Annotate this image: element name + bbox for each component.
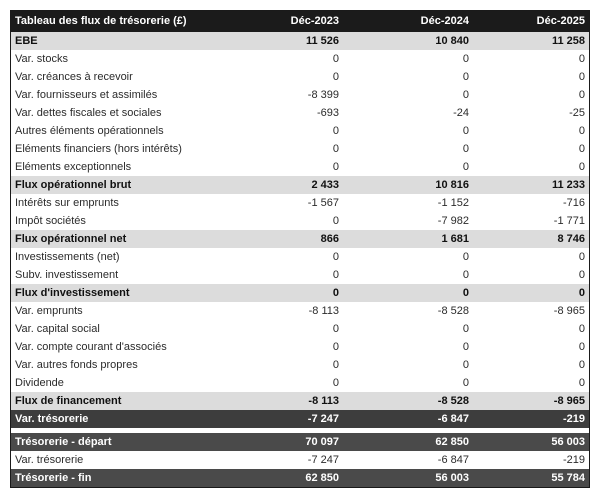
row-value: 0 bbox=[332, 359, 339, 371]
row-value: 55 784 bbox=[473, 469, 589, 487]
row-value: 0 bbox=[578, 53, 585, 65]
row-value: 0 bbox=[578, 269, 585, 281]
table-row bbox=[11, 266, 589, 284]
table-row bbox=[11, 50, 589, 68]
row-value: 0 bbox=[332, 251, 339, 263]
row-label: Eléments exceptionnels bbox=[15, 161, 132, 173]
row-value: -716 bbox=[562, 197, 585, 209]
row-value: 0 bbox=[332, 341, 339, 353]
row-value: 0 bbox=[578, 71, 585, 83]
row-value: -1 152 bbox=[437, 197, 469, 209]
row-value: 11 258 bbox=[473, 32, 589, 50]
row-value: -219 bbox=[473, 410, 589, 428]
row-value: 11 233 bbox=[473, 176, 589, 194]
row-value: 1 681 bbox=[343, 230, 473, 248]
row-label: Eléments financiers (hors intérêts) bbox=[15, 143, 182, 155]
row-value: 62 850 bbox=[343, 433, 473, 451]
row-label: Var. compte courant d'associés bbox=[15, 341, 167, 353]
table-row bbox=[11, 194, 589, 212]
row-value: -8 113 bbox=[239, 392, 343, 410]
table-row bbox=[11, 469, 589, 487]
row-value: -8 965 bbox=[473, 392, 589, 410]
table-row bbox=[11, 356, 589, 374]
row-value: 0 bbox=[239, 284, 343, 302]
row-value: -7 247 bbox=[239, 410, 343, 428]
cash-flow-table-frame bbox=[10, 10, 590, 488]
row-value: 0 bbox=[462, 341, 469, 353]
row-label: Var. dettes fiscales et sociales bbox=[15, 107, 162, 119]
row-label: Flux opérationnel net bbox=[11, 230, 239, 248]
row-value: 0 bbox=[578, 125, 585, 137]
row-label: Trésorerie - départ bbox=[11, 433, 239, 451]
row-value: 0 bbox=[462, 269, 469, 281]
row-value: -24 bbox=[453, 107, 469, 119]
row-value: -6 847 bbox=[343, 410, 473, 428]
row-value: 56 003 bbox=[343, 469, 473, 487]
table-row bbox=[11, 302, 589, 320]
row-label: Trésorerie - fin bbox=[11, 469, 239, 487]
row-label: Flux opérationnel brut bbox=[11, 176, 239, 194]
row-value: 0 bbox=[332, 125, 339, 137]
row-value: -8 399 bbox=[307, 89, 339, 101]
row-value: 0 bbox=[462, 323, 469, 335]
table-row bbox=[11, 248, 589, 266]
row-label: EBE bbox=[11, 32, 239, 50]
table-row bbox=[11, 338, 589, 356]
row-label: Var. trésorerie bbox=[15, 454, 84, 466]
row-value: 0 bbox=[578, 89, 585, 101]
row-value: 0 bbox=[462, 143, 469, 155]
row-value: -8 528 bbox=[343, 392, 473, 410]
table-row bbox=[11, 392, 589, 410]
table-row bbox=[11, 104, 589, 122]
row-label: Var. autres fonds propres bbox=[15, 359, 138, 371]
row-value: 11 526 bbox=[239, 32, 343, 50]
row-label: Flux de financement bbox=[11, 392, 239, 410]
row-value: 0 bbox=[332, 53, 339, 65]
row-value: -8 528 bbox=[437, 305, 469, 317]
table-row bbox=[11, 230, 589, 248]
row-value: 0 bbox=[462, 251, 469, 263]
table-row bbox=[11, 158, 589, 176]
row-value: 0 bbox=[578, 377, 585, 389]
row-value: 0 bbox=[578, 341, 585, 353]
row-value: -219 bbox=[562, 454, 585, 466]
row-value: -693 bbox=[316, 107, 339, 119]
row-value: 70 097 bbox=[239, 433, 343, 451]
row-label: Var. stocks bbox=[15, 53, 68, 65]
row-value: -8 113 bbox=[308, 305, 339, 317]
row-label: Flux d'investissement bbox=[11, 284, 239, 302]
row-value: 0 bbox=[578, 323, 585, 335]
table-row bbox=[11, 320, 589, 338]
row-value: 62 850 bbox=[239, 469, 343, 487]
row-label: Var. créances à recevoir bbox=[15, 71, 133, 83]
table-row bbox=[11, 68, 589, 86]
row-label: Investissements (net) bbox=[15, 251, 120, 263]
row-value: 0 bbox=[578, 161, 585, 173]
row-value: 2 433 bbox=[239, 176, 343, 194]
row-value: 0 bbox=[332, 377, 339, 389]
row-value: 0 bbox=[578, 143, 585, 155]
table-row bbox=[11, 122, 589, 140]
row-value: 0 bbox=[462, 377, 469, 389]
table-row bbox=[11, 176, 589, 194]
row-value: 0 bbox=[462, 71, 469, 83]
table-row bbox=[11, 32, 589, 50]
row-value: -25 bbox=[569, 107, 585, 119]
row-label: Var. emprunts bbox=[15, 305, 83, 317]
row-value: 0 bbox=[332, 269, 339, 281]
row-value: -7 982 bbox=[437, 215, 469, 227]
table-row bbox=[11, 374, 589, 392]
row-label: Subv. investissement bbox=[15, 269, 119, 281]
table-header-row bbox=[11, 11, 589, 32]
table-row bbox=[11, 86, 589, 104]
row-value: 866 bbox=[239, 230, 343, 248]
table-row bbox=[11, 284, 589, 302]
row-value: -1 771 bbox=[553, 215, 585, 227]
row-value: -6 847 bbox=[437, 454, 469, 466]
table-row bbox=[11, 451, 589, 469]
row-label: Dividende bbox=[15, 377, 64, 389]
row-value: 0 bbox=[462, 53, 469, 65]
row-value: 0 bbox=[462, 359, 469, 371]
table-row bbox=[11, 410, 589, 428]
row-value: 0 bbox=[332, 215, 339, 227]
row-value: -8 965 bbox=[553, 305, 585, 317]
row-value: 0 bbox=[343, 284, 473, 302]
column-header-year: Déc-2023 bbox=[239, 11, 343, 32]
table-row bbox=[11, 140, 589, 158]
row-label: Var. fournisseurs et assimilés bbox=[15, 89, 158, 101]
row-value: 0 bbox=[332, 161, 339, 173]
table-title: Tableau des flux de trésorerie (£) bbox=[11, 11, 239, 32]
row-value: 0 bbox=[332, 323, 339, 335]
row-value: -1 567 bbox=[307, 197, 339, 209]
row-value: 0 bbox=[332, 71, 339, 83]
table-body bbox=[11, 32, 589, 487]
row-label: Autres éléments opérationnels bbox=[15, 125, 164, 137]
column-header-year: Déc-2025 bbox=[473, 11, 589, 32]
row-label: Var. capital social bbox=[15, 323, 100, 335]
table-row bbox=[11, 433, 589, 451]
row-value: 10 816 bbox=[343, 176, 473, 194]
row-value: 10 840 bbox=[343, 32, 473, 50]
column-header-year: Déc-2024 bbox=[343, 11, 473, 32]
cash-flow-table bbox=[11, 11, 589, 487]
row-value: 0 bbox=[462, 125, 469, 137]
row-value: 0 bbox=[578, 251, 585, 263]
row-value: 8 746 bbox=[473, 230, 589, 248]
row-value: 0 bbox=[332, 143, 339, 155]
row-value: 0 bbox=[473, 284, 589, 302]
row-value: 0 bbox=[462, 161, 469, 173]
row-value: -7 247 bbox=[307, 454, 339, 466]
row-label: Impôt sociétés bbox=[15, 215, 86, 227]
row-label: Var. trésorerie bbox=[11, 410, 239, 428]
row-value: 56 003 bbox=[473, 433, 589, 451]
table-row bbox=[11, 212, 589, 230]
row-label: Intérêts sur emprunts bbox=[15, 197, 119, 209]
row-value: 0 bbox=[462, 89, 469, 101]
row-value: 0 bbox=[578, 359, 585, 371]
